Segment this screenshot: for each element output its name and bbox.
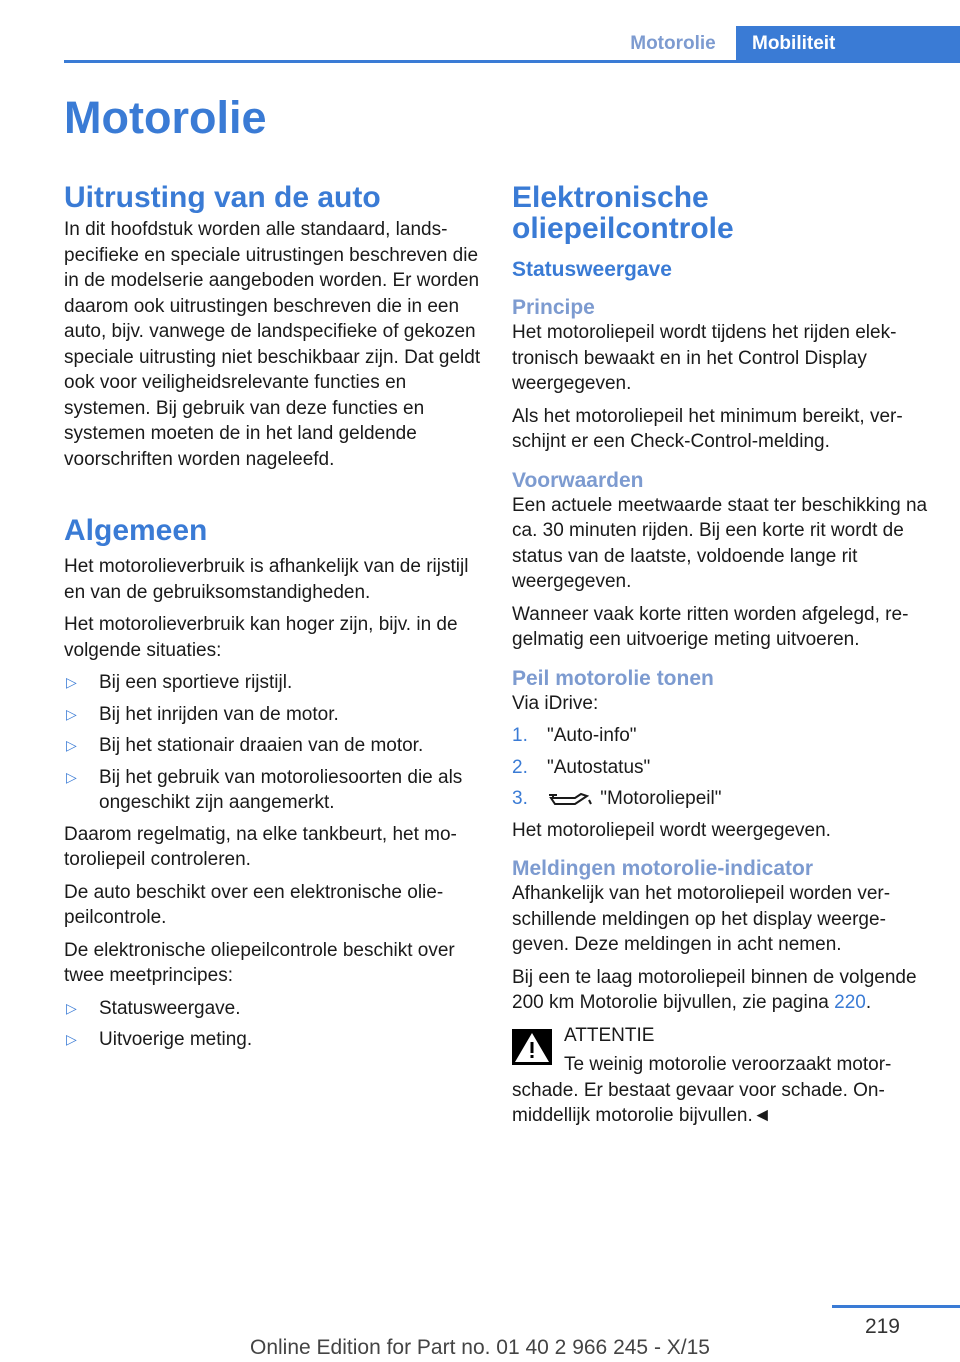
uitrusting-text: In dit hoofdstuk worden alle standaard, landspecifieke en speciale uitrustingen beschreven die in de modelserie aangeboden worden. Er worden daarom ook uitrustingen beschreven die in een auto, bijv. vanwege de landspecifieke of gekozen speciale uitrusting niet beschikbaar zijn. Dat geldt ook voor veiligheidsrelevante functies en systemen. Bij gebruik van deze functies en systemen moeten de in het land geldende voorschriften worden nageleefd. [64, 219, 481, 470]
page-number: 219 [864, 1315, 900, 1338]
peil-intro: Via iDrive: [512, 692, 599, 714]
algemeen-p2: Het motorolieverbruik kan hoger zijn, bijv. in de volgende situaties: [64, 614, 458, 661]
header-rule [64, 60, 960, 63]
heading-meldingen: Meldingen motorolie-indicator [512, 857, 814, 880]
heading-algemeen: Algemeen [64, 514, 208, 547]
algemeen-p4: De auto beschikt over een elektronische oliepeilcontrole. [64, 881, 444, 928]
peil-result: Het motoroliepeil wordt weergegeven. [512, 819, 831, 841]
list-item: ▷ Statusweergave. [64, 996, 482, 1022]
principles-list [64, 996, 482, 1053]
algemeen-p1: Het motorolieverbruik is afhankelijk van de rijstijl en van de gebruiksomstandigheden. [64, 556, 469, 603]
header-section-tab[interactable]: Motorolie [630, 33, 716, 54]
warning-triangle-icon [512, 1029, 552, 1065]
header-chapter-tab[interactable]: Mobiliteit [736, 26, 960, 62]
triangle-bullet-icon: ▷ [66, 768, 77, 785]
triangle-bullet-icon: ▷ [66, 1031, 77, 1047]
algemeen-p3: Daarom regelmatig, na elke tankbeurt, het motoroliepeil controleren. [64, 823, 457, 870]
heading-principe: Principe [512, 296, 595, 319]
idrive-steps [512, 723, 930, 812]
list-item: ▷ Bij het gebruik van motoroliesoorten die als ongeschikt zijn aangemerkt. [66, 766, 463, 813]
list-item: ▷ Bij het stationair draaien van de motor. [64, 733, 482, 759]
page-link[interactable]: 220 [834, 992, 866, 1013]
list-item: ▷ Bij een sportieve rijstijl. [64, 670, 482, 696]
page-title: Motorolie [64, 92, 267, 143]
meldingen-p2: Bij een te laag motoroliepeil binnen de volgende 200 km Motorolie bijvullen, zie pagina 220. [512, 966, 917, 1013]
heading-peil-motorolie-tonen: Peil motorolie tonen [512, 666, 714, 690]
principe-p2: Als het motoroliepeil het minimum bereikt, verschijnt er een Check-Control-melding. [512, 405, 903, 452]
footer-edition: Online Edition for Part no. 01 40 2 966 245 - X/15 [250, 1336, 710, 1359]
list-item: 2. "Autostatus" [512, 756, 651, 778]
algemeen-p5: De elektronische oliepeilcontrole beschikt over twee meetprincipes: [64, 939, 455, 986]
triangle-bullet-icon: ▷ [66, 737, 77, 753]
triangle-bullet-icon: ▷ [66, 705, 77, 722]
warning-text: Te weinig motorolie veroorzaakt motorschade. Er bestaat gevaar voor schade. Onmiddellijk motorolie bijvullen.◄ [512, 1054, 892, 1126]
heading-statusweergave: Statusweergave [512, 258, 672, 281]
voorwaarden-p1: Een actuele meetwaarde staat ter beschikking na ca. 30 minuten rijden. Bij een korte rit wordt de status van de laatste, voldoende lange rit weergegeven. [512, 494, 928, 592]
voorwaarden-p2: Wanneer vaak korte ritten worden afgelegd, regelmatig een uitvoerige meting uitvoeren. [512, 603, 909, 650]
heading-uitrusting: Uitrusting van de auto [64, 181, 381, 214]
warning-title: ATTENTIE [564, 1024, 655, 1046]
page-number-rule [832, 1305, 960, 1308]
list-item: 1. "Auto-info" [512, 725, 637, 746]
left-column [64, 182, 482, 1059]
list-item: 3. "Motoroliepeil" [512, 788, 722, 809]
situations-list [64, 670, 482, 816]
principe-p1: Het motoroliepeil wordt tijdens het rijden elektronisch bewaakt en in het Control Display weergegeven. [512, 322, 897, 394]
list-item: ▷ Uitvoerige meting. [64, 1027, 482, 1053]
triangle-bullet-icon: ▷ [66, 999, 77, 1016]
heading-elektronische-oliepeilcontrole: Elektronische oliepeilcontrole [512, 181, 734, 245]
list-item: ▷ Bij het inrijden van de motor. [64, 702, 482, 728]
right-column [512, 182, 930, 1136]
warning-block [512, 1023, 930, 1129]
heading-voorwaarden: Voorwaarden [512, 468, 644, 492]
triangle-bullet-icon: ▷ [66, 674, 77, 690]
meldingen-p1: Afhankelijk van het motoroliepeil worden verschillende meldingen op het display weergegeven. Deze meldingen in acht nemen. [512, 883, 891, 955]
oil-can-icon [547, 790, 595, 808]
